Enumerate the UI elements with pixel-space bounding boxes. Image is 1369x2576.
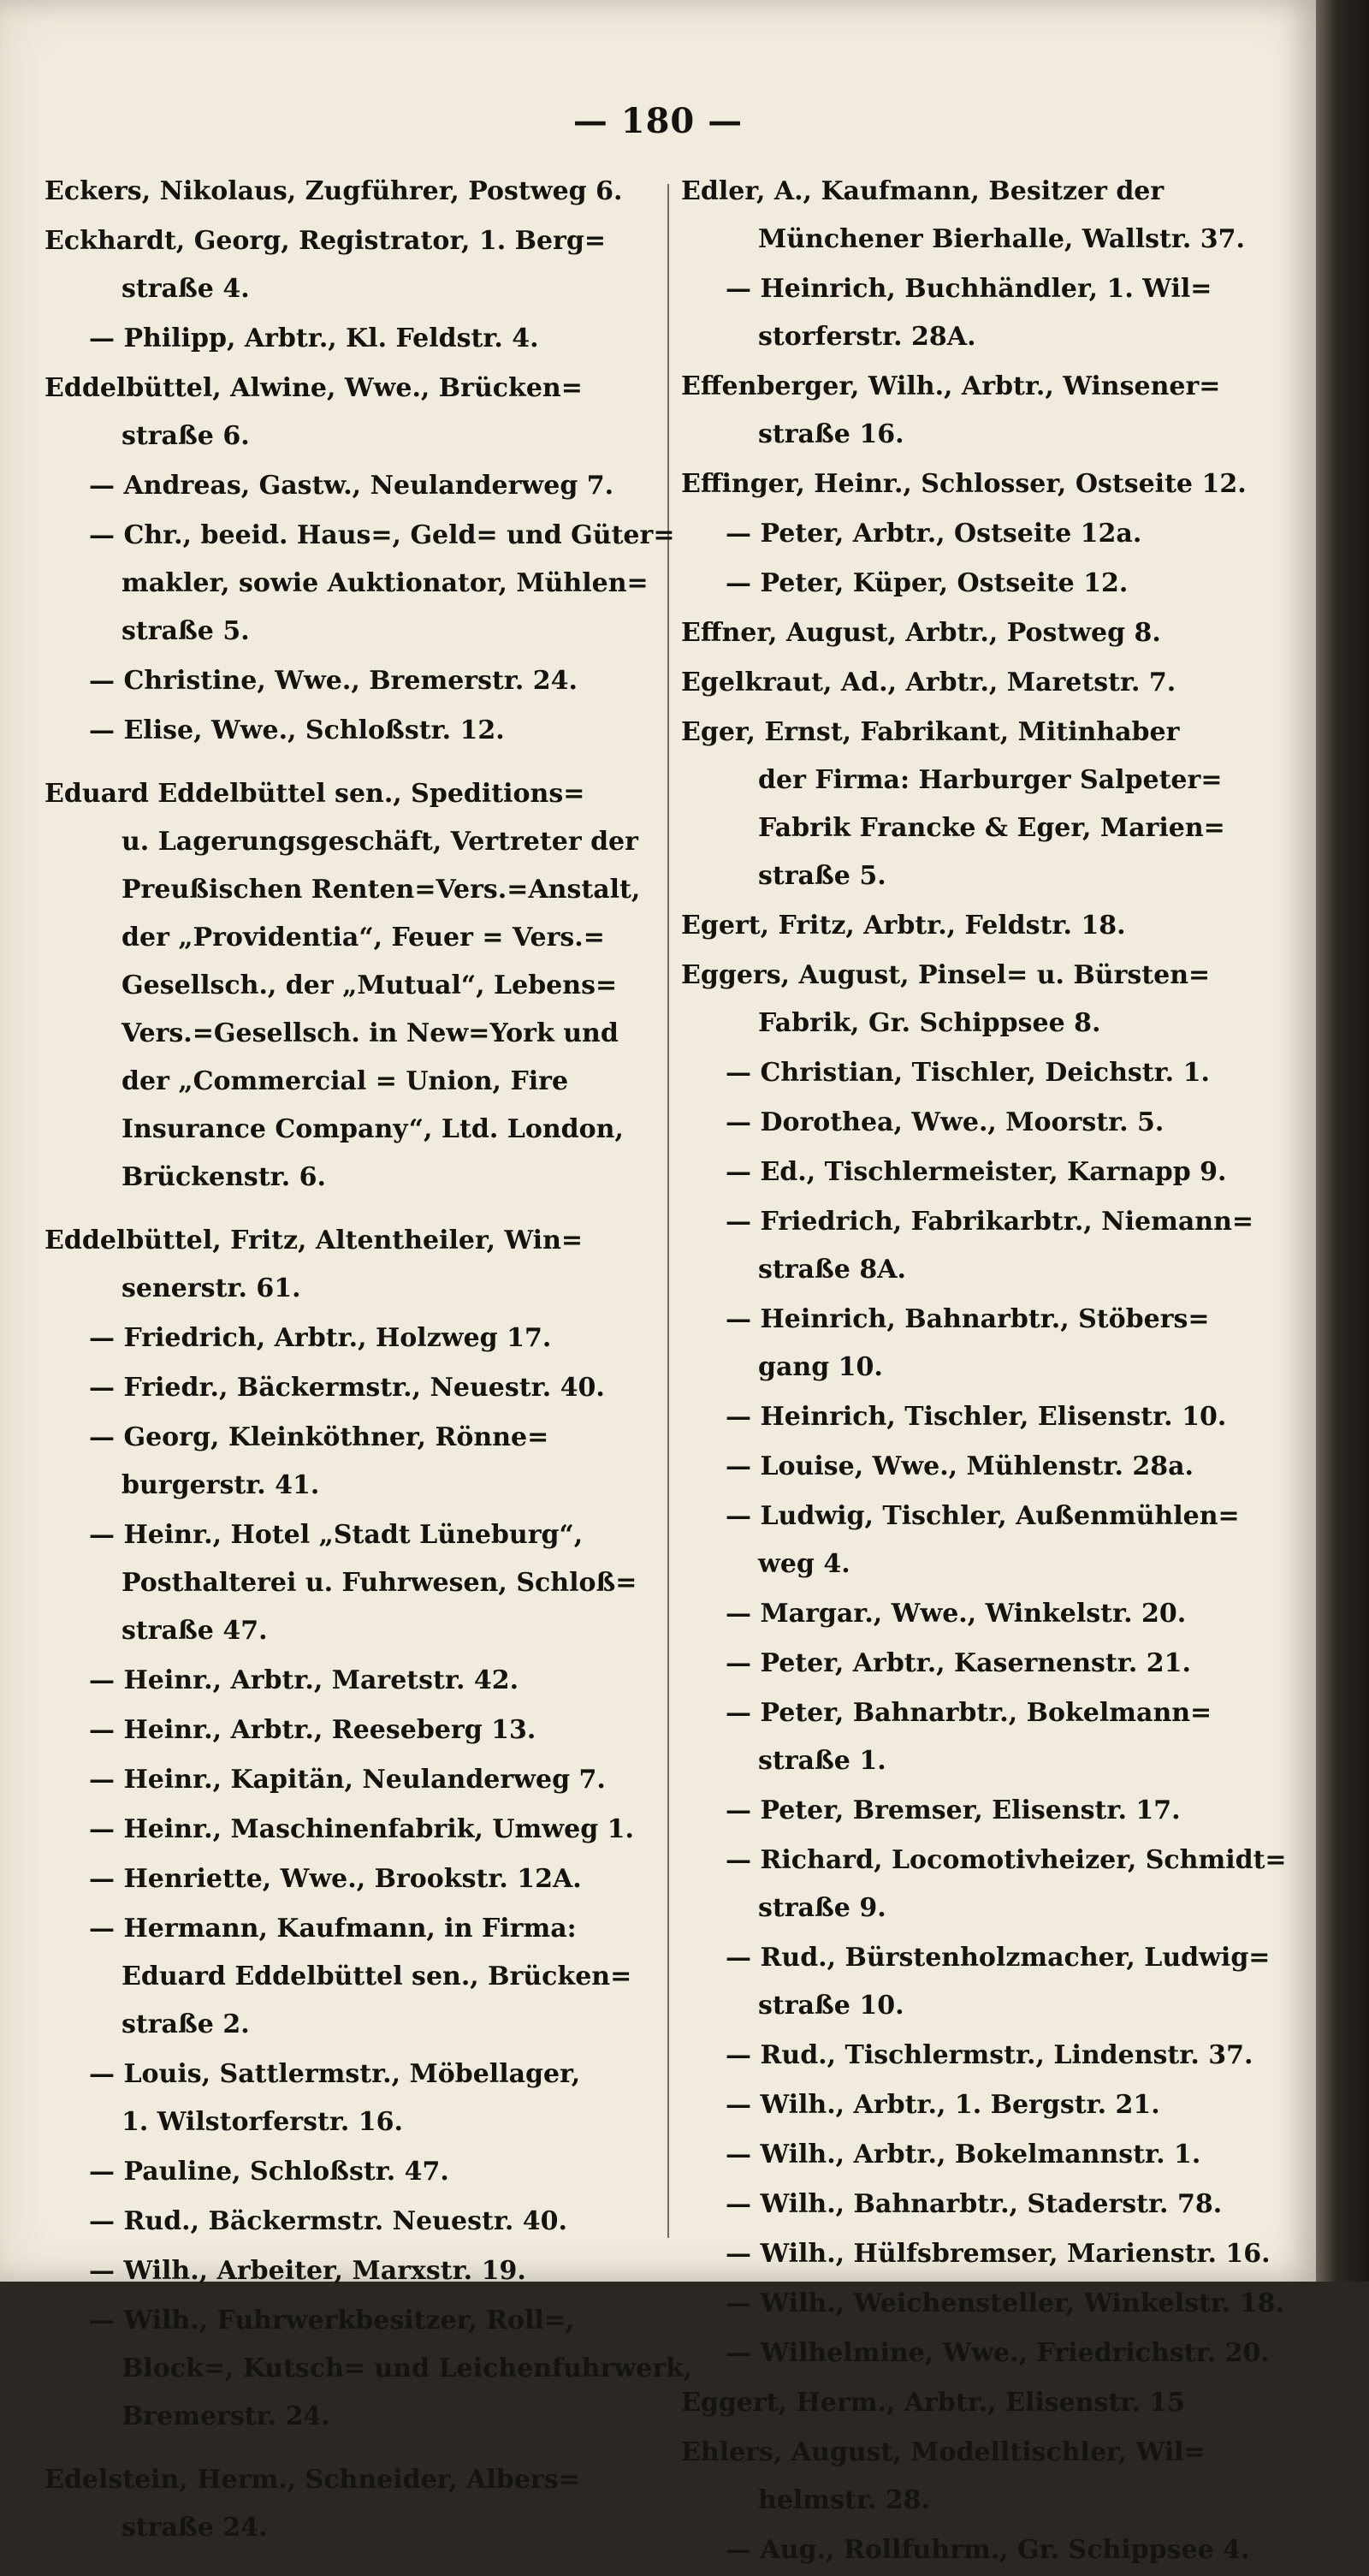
entry-line: — Hermann, Kaufmann, in Firma: <box>89 1914 577 1944</box>
directory-entry <box>44 1364 662 1412</box>
entry-line: — Wilh., Fuhrwerkbesitzer, Roll=, <box>89 2306 575 2336</box>
entry-continuation: straße 4. <box>121 274 250 304</box>
entry-line: Eddelbüttel, Fritz, Altentheiler, Win= <box>44 1226 584 1255</box>
entry-continuation: straße 1. <box>758 1746 886 1776</box>
entry-line: — Ludwig, Tischler, Außenmühlen= <box>726 1501 1240 1531</box>
entry-line: — Wilhelmine, Wwe., Friedrichstr. 20. <box>726 2338 1270 2368</box>
directory-entry <box>44 1414 662 1510</box>
entry-continuation: straße 9. <box>758 1893 886 1923</box>
directory-entry <box>44 512 675 656</box>
entry-line: — Henriette, Wwe., Brookstr. 12A. <box>89 1864 582 1894</box>
entry-line: — Wilh., Weichensteller, Winkelstr. 18. <box>726 2288 1284 2318</box>
directory-entry <box>681 1443 1316 1491</box>
directory-entry <box>44 2148 662 2196</box>
directory-entry <box>44 657 662 705</box>
directory-entry <box>681 2280 1316 2328</box>
entry-continuation: straße 8A. <box>758 1255 906 1285</box>
directory-entry <box>44 462 662 510</box>
entry-line: — Louis, Sattlermstr., Möbellager, <box>89 2059 581 2089</box>
directory-entry <box>44 2297 693 2441</box>
entry-line: Eddelbüttel, Alwine, Wwe., Brücken= <box>44 373 583 403</box>
directory-entry <box>44 1806 662 1854</box>
entry-line: — Christian, Tischler, Deichstr. 1. <box>726 1058 1210 1088</box>
entry-line: — Peter, Bahnarbtr., Bokelmann= <box>726 1698 1212 1728</box>
entry-continuation: der „Providentia“, Feuer = Vers.= <box>121 923 605 953</box>
directory-entry <box>44 168 662 216</box>
directory-entry <box>681 460 1316 508</box>
entry-continuation: Insurance Company“, Ltd. London, <box>121 1114 624 1144</box>
directory-entry <box>681 659 1316 707</box>
directory-entry <box>681 363 1316 459</box>
directory-entry <box>44 2456 662 2552</box>
entry-continuation: Preußischen Renten=Vers.=Anstalt, <box>121 875 641 905</box>
entry-line: — Wilh., Arbtr., Bokelmannstr. 1. <box>726 2140 1201 2169</box>
entry-line: Eger, Ernst, Fabrikant, Mitinhaber <box>681 717 1180 747</box>
directory-entry <box>681 902 1316 950</box>
directory-entry <box>681 1934 1316 2030</box>
entry-line: — Heinr., Arbtr., Reeseberg 13. <box>89 1715 536 1745</box>
entry-line: — Dorothea, Wwe., Moorstr. 5. <box>726 1107 1165 1137</box>
entry-line: Eggert, Herm., Arbtr., Elisenstr. 15 <box>681 2388 1185 2418</box>
entry-line: — Richard, Locomotivheizer, Schmidt= <box>726 1845 1287 1875</box>
entry-continuation: weg 4. <box>758 1549 850 1579</box>
directory-entry <box>44 217 662 313</box>
directory-entry <box>681 1099 1316 1147</box>
entry-line: — Heinr., Kapitän, Neulanderweg 7. <box>89 1765 606 1795</box>
entry-line: — Heinr., Arbtr., Maretstr. 42. <box>89 1665 519 1695</box>
entry-continuation: Eduard Eddelbüttel sen., Brücken= <box>121 1962 632 1991</box>
entry-line: Edelstein, Herm., Schneider, Albers= <box>44 2465 580 2495</box>
directory-entry <box>44 770 662 1202</box>
entry-line: — Philipp, Arbtr., Kl. Feldstr. 4. <box>89 323 539 353</box>
directory-entry <box>44 1756 662 1804</box>
entry-continuation: Posthalterei u. Fuhrwesen, Schloß= <box>121 1568 637 1598</box>
entry-continuation: straße 6. <box>121 421 250 451</box>
entry-line: — Pauline, Schloßstr. 47. <box>89 2157 449 2187</box>
directory-entry <box>681 2181 1316 2229</box>
directory-entry <box>681 510 1316 558</box>
entry-continuation: straße 2. <box>121 2009 250 2039</box>
entry-line: Effinger, Heinr., Schlosser, Ostseite 12. <box>681 469 1247 499</box>
entry-continuation: Gesellsch., der „Mutual“, Lebens= <box>121 970 618 1000</box>
directory-entry <box>681 609 1316 657</box>
directory-entry <box>44 2198 662 2246</box>
entry-line: Eckhardt, Georg, Registrator, 1. Berg= <box>44 226 606 256</box>
directory-entry <box>681 1149 1316 1196</box>
page-edge <box>1316 0 1369 2282</box>
directory-entry <box>681 1689 1316 1785</box>
entry-line: Effner, August, Arbtr., Postweg 8. <box>681 618 1161 648</box>
entry-line: — Margar., Wwe., Winkelstr. 20. <box>726 1599 1187 1629</box>
entry-line: — Peter, Arbtr., Ostseite 12a. <box>726 519 1142 549</box>
entry-line: — Heinrich, Buchhändler, 1. Wil= <box>726 274 1212 304</box>
entry-continuation: straße 16. <box>758 419 904 449</box>
entry-line: — Andreas, Gastw., Neulanderweg 7. <box>89 471 614 501</box>
entry-line: — Heinr., Hotel „Stadt Lüneburg“, <box>89 1520 584 1550</box>
directory-entry <box>681 2429 1316 2525</box>
entry-line: — Peter, Küper, Ostseite 12. <box>726 568 1129 598</box>
entry-line: — Peter, Arbtr., Kasernenstr. 21. <box>726 1648 1191 1678</box>
entry-line: — Peter, Bremser, Elisenstr. 17. <box>726 1795 1181 1825</box>
directory-entry <box>681 560 1316 608</box>
entry-line: Ehlers, August, Modelltischler, Wil= <box>681 2437 1206 2467</box>
directory-entry <box>44 2051 662 2146</box>
entry-line: — Aug., Rollfuhrm., Gr. Schippsee 4. <box>726 2535 1250 2565</box>
directory-entry <box>44 1855 662 1903</box>
directory-entry <box>681 1837 1316 1932</box>
entry-line: — Louise, Wwe., Mühlenstr. 28a. <box>726 1451 1194 1481</box>
directory-entry <box>44 365 662 460</box>
entry-line: Egelkraut, Ad., Arbtr., Maretstr. 7. <box>681 668 1176 697</box>
entry-line: — Friedr., Bäckermstr., Neuestr. 40. <box>89 1373 605 1403</box>
entry-line: — Heinr., Maschinenfabrik, Umweg 1. <box>89 1814 634 1844</box>
directory-entry <box>44 1217 662 1313</box>
directory-entry <box>681 1787 1316 1835</box>
directory-entry <box>44 1706 662 1754</box>
entry-continuation: Vers.=Gesellsch. in New=York und <box>121 1018 619 1048</box>
entry-continuation: helmstr. 28. <box>758 2485 930 2515</box>
entry-line: Edler, A., Kaufmann, Besitzer der <box>681 176 1165 206</box>
entry-continuation: Fabrik, Gr. Schippsee 8. <box>758 1008 1101 1038</box>
directory-entry <box>681 265 1316 361</box>
entry-line: Egert, Fritz, Arbtr., Feldstr. 18. <box>681 911 1126 941</box>
directory-entry <box>681 1640 1316 1688</box>
entry-continuation: straße 10. <box>758 1991 904 2021</box>
entry-continuation: Bremerstr. 24. <box>121 2401 330 2431</box>
entry-line: — Elise, Wwe., Schloßstr. 12. <box>89 715 505 745</box>
entry-line: — Georg, Kleinköthner, Rönne= <box>89 1422 549 1452</box>
directory-entry <box>44 1657 662 1705</box>
directory-entry <box>681 2081 1316 2129</box>
entry-line: — Christine, Wwe., Bremerstr. 24. <box>89 666 578 696</box>
directory-entry <box>681 709 1316 900</box>
page-number: — 180 — <box>572 101 744 141</box>
entry-line: — Wilh., Arbeiter, Marxstr. 19. <box>89 2256 526 2286</box>
directory-entry <box>681 168 1316 264</box>
entry-continuation: u. Lagerungsgeschäft, Vertreter der <box>121 827 638 857</box>
directory-entry <box>681 1296 1316 1392</box>
directory-entry <box>44 1905 662 2049</box>
entry-continuation: burgerstr. 41. <box>121 1470 320 1500</box>
entry-line: — Friedrich, Fabrikarbtr., Niemann= <box>726 1207 1254 1237</box>
directory-entry <box>681 1393 1316 1441</box>
entry-line: Effenberger, Wilh., Arbtr., Winsener= <box>681 371 1221 401</box>
directory-entry <box>681 2526 1316 2574</box>
directory-entry <box>681 952 1316 1048</box>
entry-line: — Wilh., Bahnarbtr., Staderstr. 78. <box>726 2189 1223 2219</box>
directory-entry <box>681 1049 1316 1097</box>
entry-continuation: gang 10. <box>758 1352 883 1382</box>
entry-line: Eckers, Nikolaus, Zugführer, Postweg 6. <box>44 176 623 206</box>
directory-entry <box>681 2230 1316 2278</box>
entry-continuation: makler, sowie Auktionator, Mühlen= <box>121 568 649 598</box>
entry-line: — Rud., Bürstenholzmacher, Ludwig= <box>726 1943 1271 1973</box>
entry-continuation: senerstr. 61. <box>121 1273 301 1303</box>
entry-line: — Wilh., Arbtr., 1. Bergstr. 21. <box>726 2090 1160 2120</box>
column-divider <box>667 184 669 2238</box>
directory-entry <box>681 1198 1316 1294</box>
entry-line: — Rud., Tischlermstr., Lindenstr. 37. <box>726 2040 1253 2070</box>
entry-line: Eggers, August, Pinsel= u. Bürsten= <box>681 960 1211 990</box>
directory-entry <box>681 2379 1316 2427</box>
directory-entry <box>681 1590 1316 1638</box>
entry-continuation: Münchener Bierhalle, Wallstr. 37. <box>758 224 1246 254</box>
entry-line: — Rud., Bäckermstr. Neuestr. 40. <box>89 2206 567 2236</box>
left-column <box>44 168 693 2554</box>
entry-continuation: der „Commercial = Union, Fire <box>121 1066 569 1096</box>
entry-continuation: 1. Wilstorferstr. 16. <box>121 2107 403 2137</box>
directory-entry <box>44 2247 662 2295</box>
directory-entry <box>681 2032 1316 2080</box>
entry-continuation: Block=, Kutsch= und Leichenfuhrwerk, <box>121 2353 693 2383</box>
entry-line: — Friedrich, Arbtr., Holzweg 17. <box>89 1323 552 1353</box>
directory-entry <box>44 1315 662 1362</box>
directory-entry <box>681 2131 1316 2179</box>
entry-line: — Ed., Tischlermeister, Karnapp 9. <box>726 1157 1227 1187</box>
entry-line: — Heinrich, Bahnarbtr., Stöbers= <box>726 1304 1210 1334</box>
entry-continuation: der Firma: Harburger Salpeter= <box>758 765 1223 795</box>
entry-continuation: straße 5. <box>121 616 250 646</box>
entry-line: — Wilh., Hülfsbremser, Marienstr. 16. <box>726 2239 1271 2269</box>
right-column <box>681 168 1316 2576</box>
directory-entry <box>44 315 662 363</box>
entry-line: Eduard Eddelbüttel sen., Speditions= <box>44 779 585 809</box>
directory-entry <box>44 707 662 755</box>
entry-continuation: straße 47. <box>121 1616 268 1646</box>
directory-entry <box>681 2330 1316 2377</box>
entry-continuation: straße 5. <box>758 861 886 891</box>
entry-continuation: Fabrik Francke & Eger, Marien= <box>758 813 1225 843</box>
entry-continuation: Brückenstr. 6. <box>121 1162 326 1192</box>
entry-continuation: straße 24. <box>121 2513 268 2543</box>
directory-entry <box>681 1493 1316 1588</box>
entry-line: — Chr., beeid. Haus=, Geld= und Güter= <box>89 520 675 550</box>
entry-line: — Heinrich, Tischler, Elisenstr. 10. <box>726 1402 1227 1432</box>
directory-entry <box>44 1511 662 1655</box>
entry-continuation: storferstr. 28A. <box>758 322 976 352</box>
